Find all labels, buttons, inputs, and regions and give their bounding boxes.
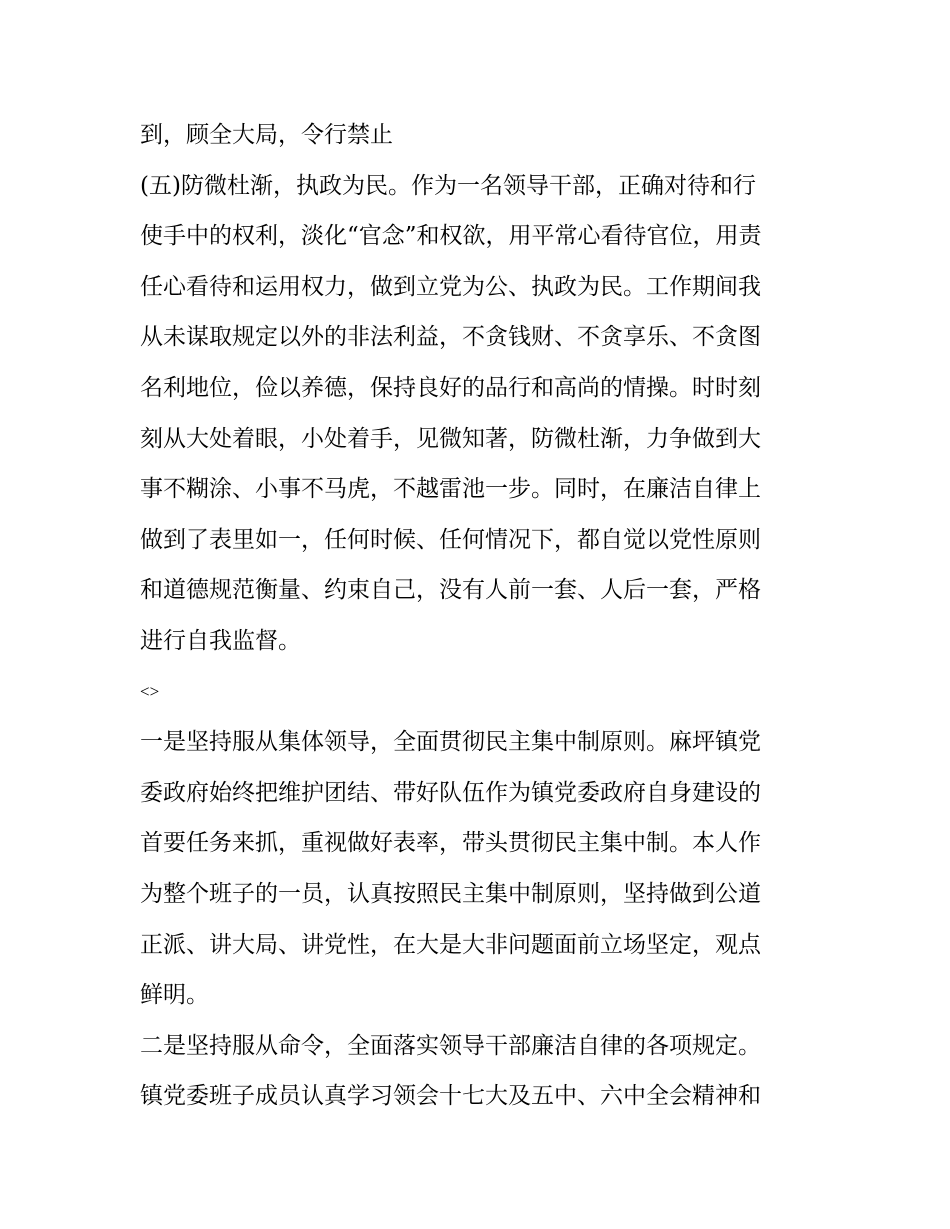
text-line: 做到了表里如一，任何时候、任何情况下，都自觉以党性原则 [140,526,761,553]
text-line: 名利地位，俭以养德，保持良好的品行和高尚的情操。时时刻 [140,374,761,401]
text-line: 鲜明。 [140,982,209,1009]
text-line: 刻从大处着眼，小处着手，见微知著，防微杜渐，力争做到大 [140,425,761,452]
text-line: 正派、讲大局、讲党性，在大是大非问题面前立场坚定，观点 [140,931,761,958]
text-line: 任心看待和运用权力，做到立党为公、执政为民。工作期间我 [140,273,761,300]
text-line: 为整个班子的一员，认真按照民主集中制原则，坚持做到公道 [140,880,761,907]
text-line: 从未谋取规定以外的非法利益，不贪钱财、不贪享乐、不贪图 [140,324,761,351]
text-line: 使手中的权利，淡化“官念”和权欲，用平常心看待官位，用责 [140,223,762,250]
text-line: 首要任务来抓，重视做好表率，带头贯彻民主集中制。本人作 [140,830,761,857]
text-line: 进行自我监督。 [140,627,301,654]
document-body [140,110,820,1122]
text-line: 事不糊涂、小事不马虎，不越雷池一步。同时，在廉洁自律上 [140,476,761,503]
text-line: 委政府始终把维护团结、带好队伍作为镇党委政府自身建设的 [140,779,761,806]
text-line: 和道德规范衡量、约束自己，没有人前一套、人后一套，严格 [140,577,761,604]
placeholder-marker: <> [140,681,160,701]
text-line: 二是坚持服从命令，全面落实领导干部廉洁自律的各项规定。 [140,1032,761,1059]
text-line: 镇党委班子成员认真学习领会十七大及五中、六中全会精神和 [140,1083,761,1110]
text-line: (五)防微杜渐，执政为民。作为一名领导干部，正确对待和行 [140,172,756,199]
text-line: 一是坚持服从集体领导，全面贯彻民主集中制原则。麻坪镇党 [140,729,761,756]
text-line: 到，顾全大局，令行禁止 [140,122,393,148]
